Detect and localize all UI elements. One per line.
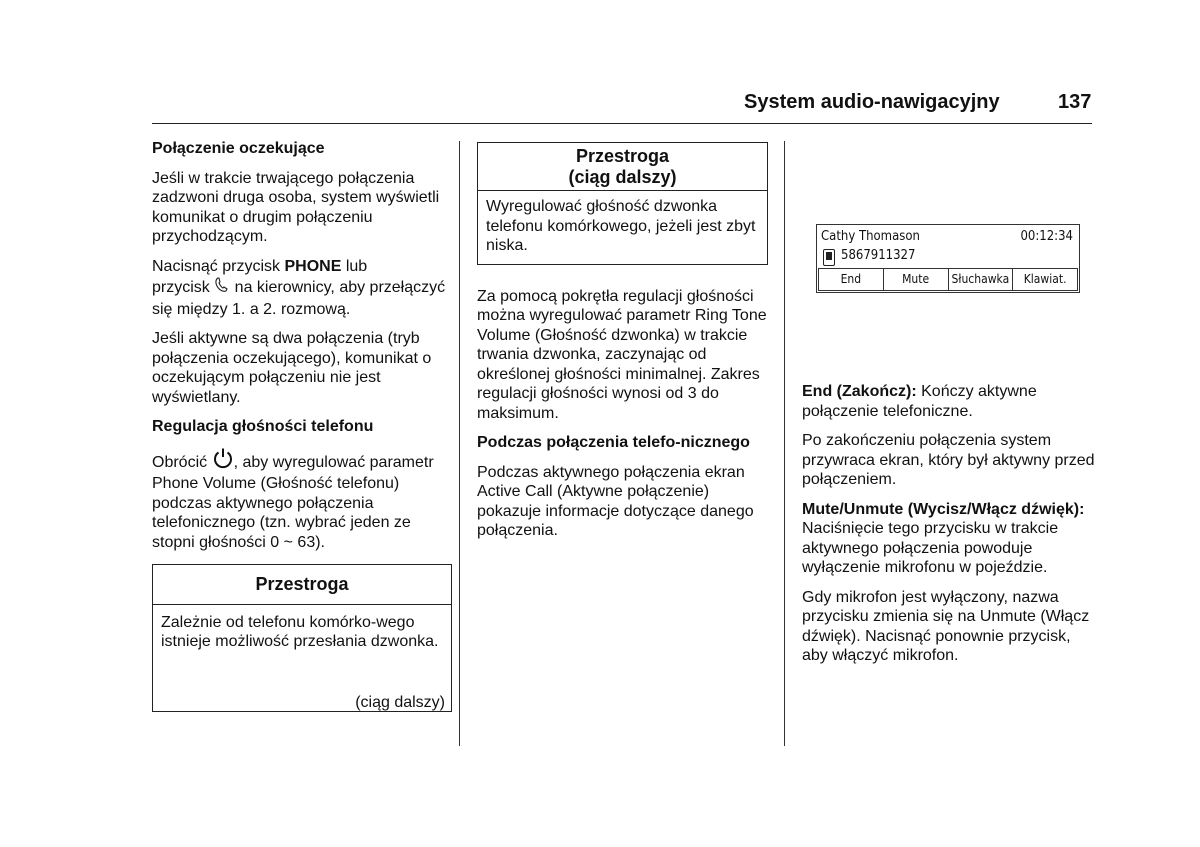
- caution-body: Wyregulować głośność dzwonka telefonu komórkowego, jeżeli jest zbyt niska.: [486, 198, 756, 254]
- column-divider-1: [459, 141, 460, 746]
- caller-number: 5867911327: [841, 248, 916, 263]
- mute-button[interactable]: Mute: [884, 269, 949, 290]
- caution-title-line-2: (ciąg dalszy): [568, 167, 677, 187]
- text-fragment: Naciśnięcie tego przycisku w trakcie aktywnego połączenia powoduje wyłączenie mikrofonu w pojeździe.: [802, 520, 1059, 576]
- paragraph-active-call: Podczas aktywnego połączenia ekran Active Call (Aktywne połączenie) pokazuje informacje dotyczące danego połączenia.: [477, 463, 754, 539]
- mobile-phone-icon: [823, 249, 835, 266]
- caution-box: [152, 564, 452, 712]
- call-button-bar: [818, 268, 1078, 291]
- paragraph-switch-calls: [152, 257, 452, 320]
- text-fragment: , aby wyregulować parametr Phone Volume (Głośność telefonu) podczas aktywnego połączenia telefonicznego (tzn. wybrać jeden ze stopni głośności 0 ~ 63).: [152, 453, 434, 551]
- column-2: [477, 142, 768, 551]
- end-call-button[interactable]: End: [819, 269, 884, 290]
- call-timer: 00:12:34: [1020, 229, 1073, 244]
- text-fragment: Nacisnąć przycisk: [152, 257, 285, 275]
- phone-key-label: PHONE: [284, 257, 342, 275]
- header-rule: [152, 123, 1092, 124]
- heading-phone-volume: Regulacja głośności telefonu: [152, 418, 374, 435]
- text-fragment: lub: [341, 257, 368, 275]
- heading-during-call: Podczas połączenia telefo-nicznego: [477, 434, 750, 451]
- text-fragment: przycisk: [152, 279, 215, 296]
- caution-title: Przestroga: [153, 565, 451, 605]
- text-fragment: Kończy aktywne połączenie telefoniczne.: [802, 383, 1037, 420]
- caution-box-continued: [477, 142, 768, 265]
- heading-call-waiting: Połączenie oczekujące: [152, 140, 325, 157]
- paragraph-mute: [802, 500, 1097, 578]
- paragraph-ring-tone-volume: Za pomocą pokrętła regulacji głośności można wyregulować parametr Ring Tone Volume (Głośność dzwonka) w trakcie trwania dzwonka, zaczynając od określonej głośności minimalnej. Zakres regulacji głośności wynosi od 3 do maksimum.: [477, 287, 767, 422]
- page-number: 137: [1058, 91, 1092, 113]
- text-fragment: na kierownicy, aby przełączyć się między 1. a 2. rozmową.: [152, 279, 446, 318]
- paragraph-phone-volume: [152, 447, 452, 553]
- paragraph-call-waiting: Jeśli w trakcie trwającego połączenia zadzwoni druga osoba, system wyświetli komunikat o drugim połączeniu przychodzącym.: [152, 169, 440, 245]
- column-divider-2: [784, 141, 785, 746]
- caution-body: Zależnie od telefonu komórko-wego istnieje możliwość przesłania dzwonka.: [161, 613, 439, 650]
- keypad-button[interactable]: Klawiat.: [1023, 272, 1067, 286]
- caution-title-line-1: Przestroga: [575, 146, 670, 166]
- active-call-screen: [816, 224, 1080, 293]
- term-end: End (Zakończ):: [802, 383, 917, 400]
- paragraph-end: [802, 382, 1097, 421]
- page-title: System audio-nawigacyjny: [744, 91, 1000, 113]
- paragraph-after-end: Po zakończeniu połączenia system przywraca ekran, który był aktywny przed połączeniem.: [802, 432, 1095, 488]
- column-3: [802, 382, 1097, 676]
- caution-title: [478, 143, 767, 191]
- caller-name: Cathy Thomason: [821, 229, 920, 244]
- paragraph-two-calls: Jeśli aktywne są dwa połączenia (tryb połączenia oczekującego), komunikat o oczekującym połączeniu nie jest wyświetlany.: [152, 330, 432, 406]
- text-fragment: Obrócić: [152, 453, 212, 471]
- phone-handset-icon: [214, 276, 230, 300]
- term-mute: Mute/Unmute (Wycisz/Włącz dźwięk):: [802, 500, 1085, 518]
- paragraph-unmute: Gdy mikrofon jest wyłączony, nazwa przycisku zmienia się na Unmute (Włącz dźwięk). Nacisnąć ponownie przycisk, aby włączyć mikrofon.: [802, 588, 1090, 664]
- handset-button[interactable]: Słuchawka: [949, 269, 1014, 290]
- continued-note: (ciąg dalszy): [355, 693, 445, 711]
- power-icon: [212, 447, 234, 475]
- column-1: [152, 139, 452, 712]
